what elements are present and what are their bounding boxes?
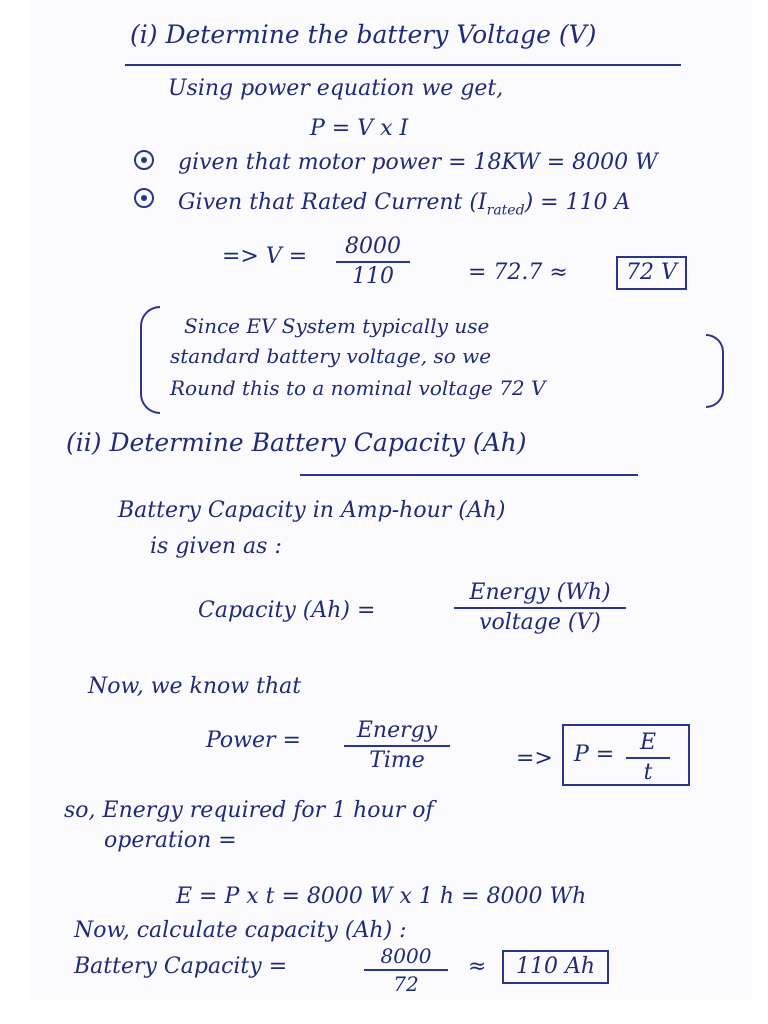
bullet-icon — [134, 188, 154, 208]
given-rated-current — [178, 192, 630, 217]
capacity-intro-line-1: Battery Capacity in Amp-hour (Ah) — [118, 498, 506, 523]
note-left-brace — [140, 306, 160, 414]
note-line-1: Since EV System typically use — [184, 314, 490, 338]
power-boxed-numerator: E — [639, 730, 657, 755]
section1-heading: (i) Determine the battery Voltage (V) — [130, 20, 597, 49]
power-boxed-fraction — [626, 732, 670, 784]
final-capacity-lhs: Battery Capacity = — [74, 954, 288, 979]
energy-required-line-2: operation = — [104, 828, 237, 853]
voltage-fraction — [336, 236, 410, 288]
section1-intro: Using power equation we get, — [168, 76, 504, 101]
capacity-denominator: voltage (V) — [479, 610, 601, 635]
voltage-numerator: 8000 — [345, 234, 401, 259]
power-boxed-lhs: P = — [574, 742, 615, 767]
final-fraction — [364, 946, 448, 994]
note-line-2: standard battery voltage, so we — [170, 344, 492, 368]
power-denominator: Time — [369, 748, 425, 773]
implies-arrow: => — [516, 746, 553, 771]
rated-current-label: Given that Rated Current (I — [178, 190, 487, 215]
capacity-intro-line-2: is given as : — [150, 534, 282, 559]
final-numerator: 8000 — [380, 944, 432, 968]
final-boxed-answer: 110 Ah — [502, 950, 609, 984]
voltage-denominator: 110 — [352, 264, 394, 289]
capacity-formula-lhs: Capacity (Ah) = — [198, 598, 376, 623]
rated-current-value: ) = 110 A — [524, 190, 631, 215]
power-equation: P = V x I — [310, 116, 409, 141]
capacity-fraction — [454, 582, 626, 634]
power-boxed-answer — [562, 724, 690, 786]
capacity-numerator: Energy (Wh) — [469, 580, 611, 605]
final-approx-sign: ≈ — [468, 954, 487, 979]
bullet-icon — [134, 150, 154, 170]
voltage-result: = 72.7 ≈ — [468, 260, 568, 285]
voltage-calc-prefix: => V = — [222, 244, 308, 269]
power-formula-lhs: Power = — [206, 728, 301, 753]
voltage-boxed-answer: 72 V — [616, 256, 687, 290]
rated-subscript: rated — [486, 202, 525, 219]
power-numerator: Energy — [356, 718, 438, 743]
energy-required-line-1: so, Energy required for 1 hour of — [64, 798, 434, 823]
power-boxed-denominator: t — [643, 760, 653, 785]
note-right-brace — [706, 334, 724, 408]
note-line-3: Round this to a nominal voltage 72 V — [170, 376, 546, 400]
given-motor-power: given that motor power = 18KW = 8000 W — [178, 150, 658, 175]
heading-underline — [300, 474, 638, 476]
power-fraction — [344, 720, 450, 772]
heading-underline — [125, 64, 681, 66]
section2-heading: (ii) Determine Battery Capacity (Ah) — [66, 428, 527, 457]
energy-equation: E = P x t = 8000 W x 1 h = 8000 Wh — [176, 884, 587, 909]
now-calculate-capacity: Now, calculate capacity (Ah) : — [74, 918, 407, 943]
final-denominator: 72 — [393, 972, 419, 996]
now-we-know: Now, we know that — [88, 674, 302, 699]
